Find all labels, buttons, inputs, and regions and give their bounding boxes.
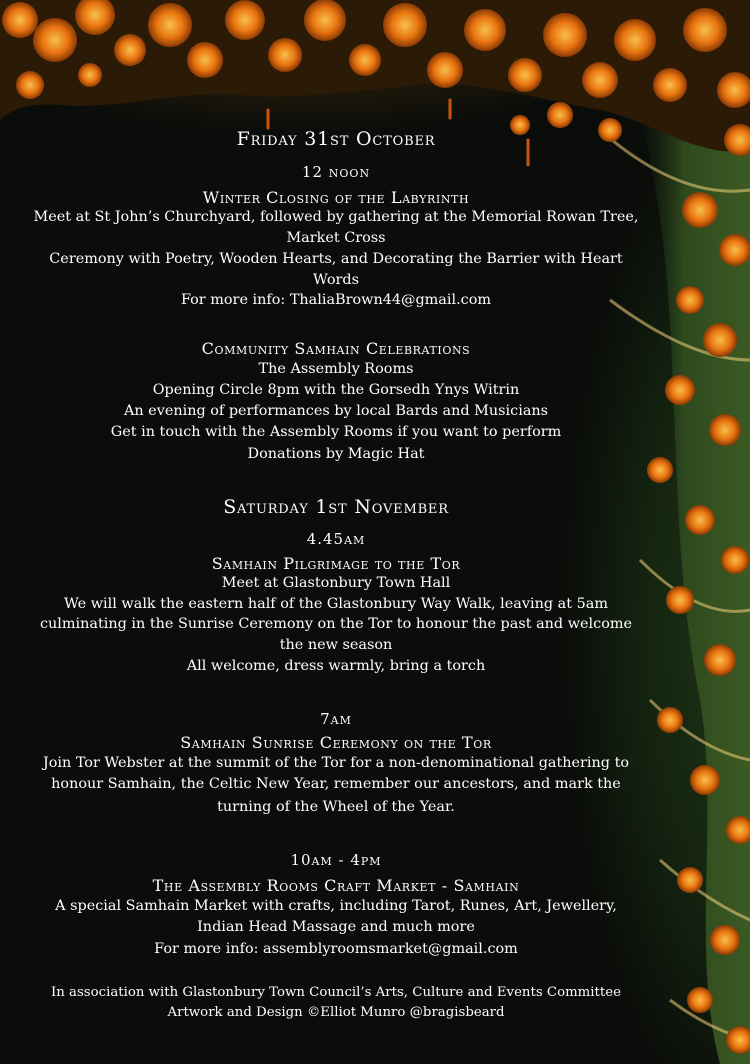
sunrise-ceremony-time: 7am [320, 710, 352, 728]
labyrinth-event-title: Winter Closing of the Labyrinth [202, 188, 470, 207]
labyrinth-event-line: Ceremony with Poetry, Wooden Hearts, and Decorating the Barrier with Heart [49, 251, 623, 267]
labyrinth-contact-line: For more info: ThaliaBrown44@gmail.com [180, 292, 492, 308]
community-event-line: Get in touch with the Assembly Rooms if you want to perform [110, 424, 562, 440]
craft-market-line: Indian Head Massage and much more [197, 919, 475, 935]
sunrise-ceremony-line: turning of the Wheel of the Year. [217, 799, 455, 815]
craft-market-time: 10am - 4pm [290, 851, 382, 869]
pilgrimage-line: culminating in the Sunrise Ceremony on the Tor to honour the past and welcome [39, 616, 633, 632]
pilgrimage-line: All welcome, dress warmly, bring a torch [186, 658, 486, 674]
saturday-date-heading: Saturday 1st November [223, 496, 449, 518]
community-event-line: Opening Circle 8pm with the Gorsedh Ynys Witrin [152, 382, 520, 398]
pilgrimage-line: We will walk the eastern half of the Glastonbury Way Walk, leaving at 5am [64, 596, 608, 612]
community-event-line: An evening of performances by local Bards and Musicians [123, 403, 549, 419]
pilgrimage-title: Samhain Pilgrimage to the Tor [211, 554, 461, 573]
community-event-line: The Assembly Rooms [258, 361, 414, 377]
craft-market-line: A special Samhain Market with crafts, including Tarot, Runes, Art, Jewellery, [55, 898, 617, 914]
pilgrimage-line: the new season [279, 637, 393, 653]
craft-market-title: The Assembly Rooms Craft Market - Samhain [152, 876, 520, 895]
labyrinth-event-line: Market Cross [286, 230, 386, 246]
footer-association-credit: In association with Glastonbury Town Council’s Arts, Culture and Events Committee [51, 985, 621, 1000]
pilgrimage-line: Meet at Glastonbury Town Hall [221, 575, 451, 591]
community-celebrations-title: Community Samhain Celebrations [201, 339, 471, 358]
labyrinth-event-line: Meet at St John’s Churchyard, followed by gathering at the Memorial Rowan Tree, [33, 209, 639, 225]
sunrise-ceremony-line: honour Samhain, the Celtic New Year, remember our ancestors, and mark the [51, 776, 621, 792]
footer-artwork-credit: Artwork and Design ©Elliot Munro @bragisbeard [167, 1005, 505, 1020]
sunrise-ceremony-line: Join Tor Webster at the summit of the Tor for a non-denominational gathering to [42, 755, 630, 771]
community-event-line: Donations by Magic Hat [247, 446, 425, 462]
craft-market-contact-line: For more info: assemblyroomsmarket@gmail.com [154, 941, 518, 957]
pilgrimage-time: 4.45am [306, 530, 366, 548]
friday-event1-time: 12 noon [301, 163, 371, 181]
sunrise-ceremony-title: Samhain Sunrise Ceremony on the Tor [180, 733, 492, 752]
labyrinth-event-line: Words [313, 272, 359, 288]
friday-date-heading: Friday 31st October [236, 128, 436, 150]
